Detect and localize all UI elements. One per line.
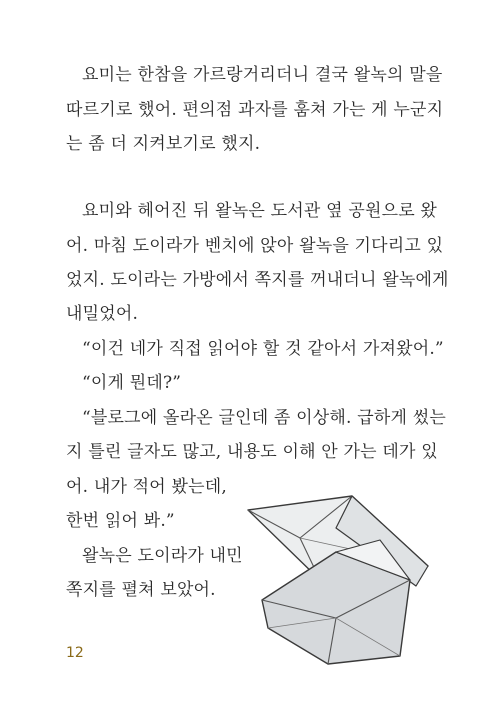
paragraph-2-line-2: 어. 마침 도이라가 벤치에 앉아 왈녹을 기다리고 있 <box>66 236 444 256</box>
paragraph-5-line-2: 지 틀린 글자도 많고, 내용도 이해 안 가는 데가 있 <box>66 442 438 462</box>
paragraph-6-line-2: 쪽지를 펼쳐 보았어. <box>66 580 216 600</box>
paragraph-5-line-1: “블로그에 올라온 글인데 좀 이상해. 급하게 썼는 <box>82 408 446 428</box>
paragraph-2-line-1: 요미와 헤어진 뒤 왈녹은 도서관 옆 공원으로 왔 <box>82 201 438 221</box>
paragraph-5-line-4: 한번 읽어 봐.” <box>66 511 175 531</box>
page-number: 12 <box>66 645 84 661</box>
paragraph-1-line-3: 는 좀 더 지켜보기로 했지. <box>66 134 261 154</box>
paragraph-5-line-3: 어. 내가 적어 봤는데, <box>66 477 227 497</box>
dialogue-line-1: “이건 네가 직접 읽어야 할 것 같아서 가져왔어.” <box>82 339 444 359</box>
paragraph-6-line-1: 왈녹은 도이라가 내민 <box>82 546 243 566</box>
folded-note-illustration <box>240 468 440 668</box>
paragraph-1-line-2: 따르기로 했어. 편의점 과자를 훔쳐 가는 게 누군지 <box>66 100 444 120</box>
paragraph-2-line-4: 내밀었어. <box>66 304 139 324</box>
paragraph-1-line-1: 요미는 한참을 가르랑거리더니 결국 왈녹의 말을 <box>82 65 443 85</box>
dialogue-line-2: “이게 뭔데?” <box>82 373 182 393</box>
paragraph-2-line-3: 었지. 도이라는 가방에서 쪽지를 꺼내더니 왈녹에게 <box>66 270 449 290</box>
